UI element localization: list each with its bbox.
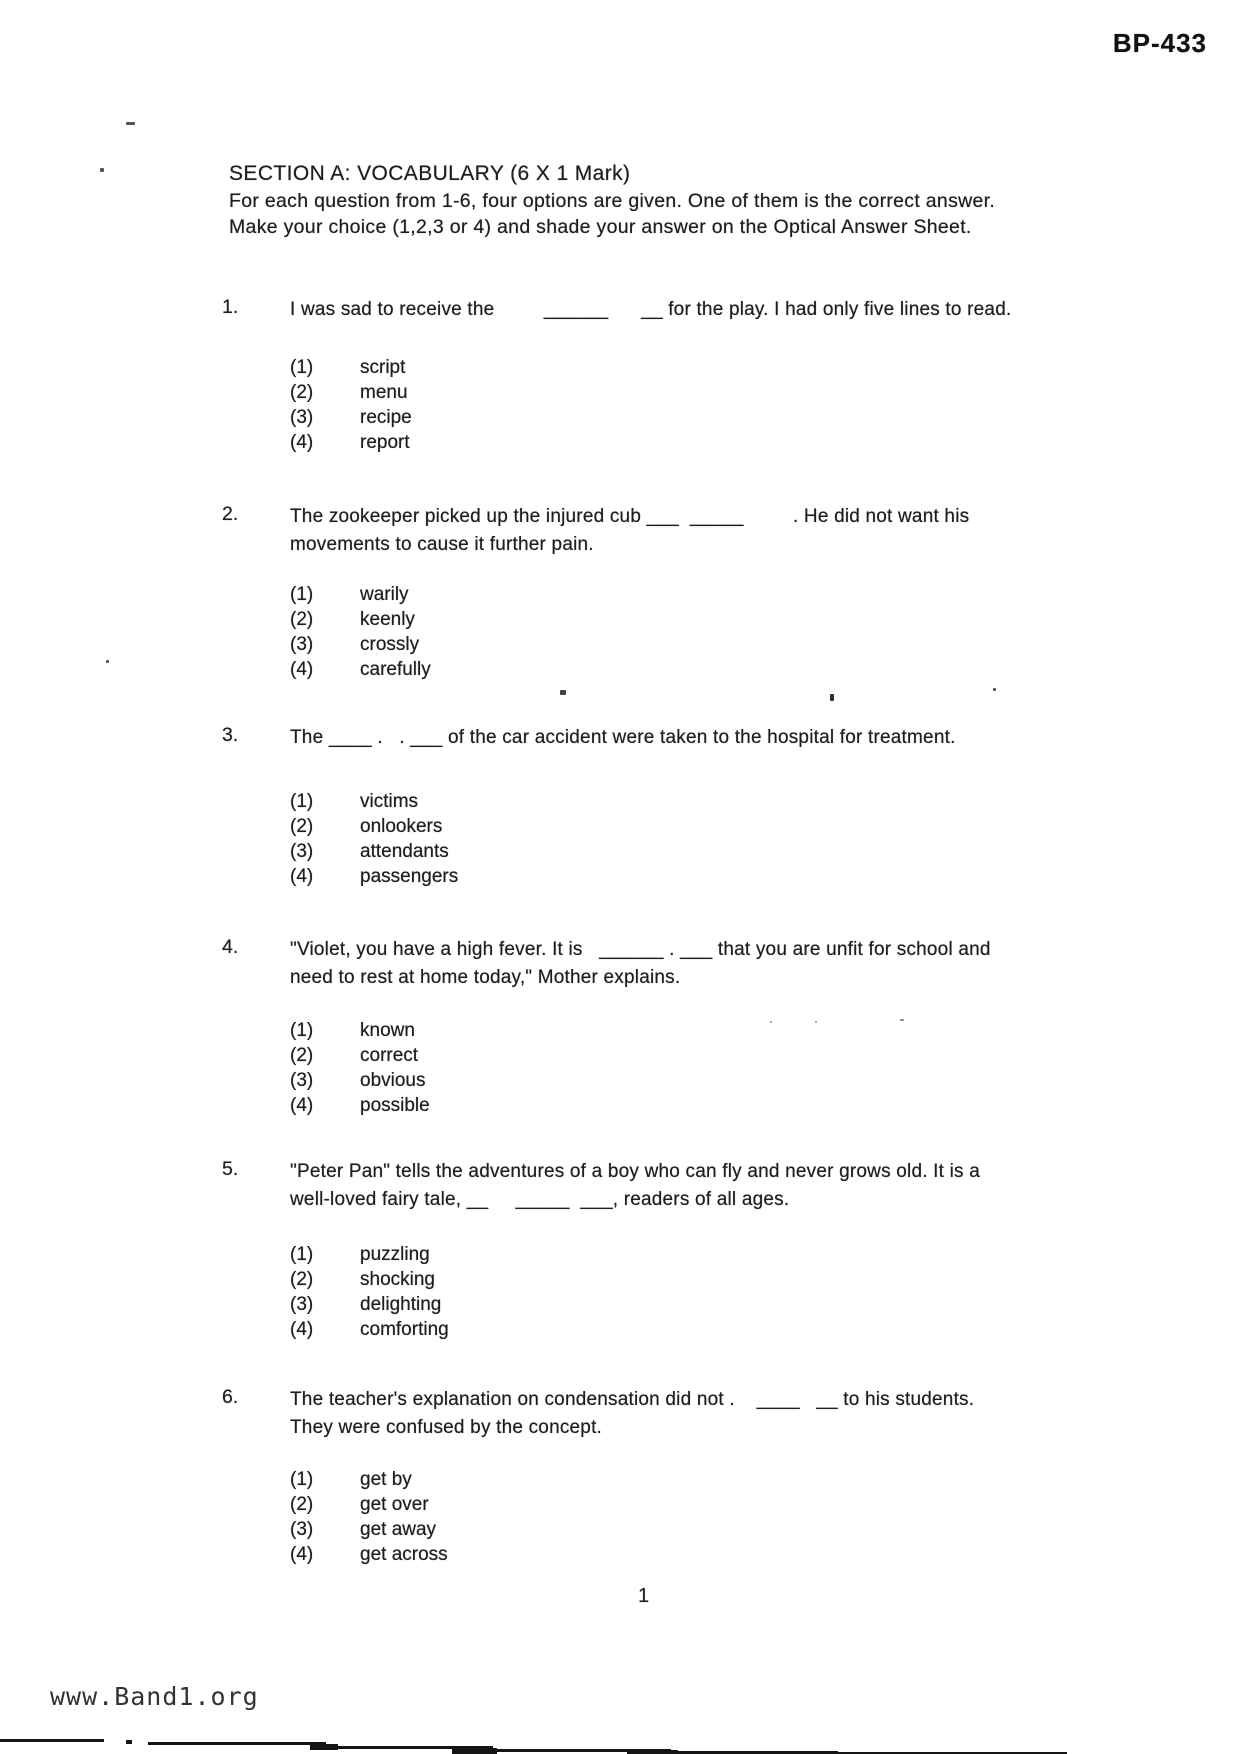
option-label: (1) [290, 791, 314, 812]
question-6 [222, 1386, 1142, 1567]
option-text: keenly [360, 609, 415, 630]
option-label: (4) [290, 659, 314, 680]
option [290, 1542, 1142, 1567]
instruction-line-2: Make your choice (1,2,3 or 4) and shade your answer on the Optical Answer Sheet. [229, 216, 972, 238]
option-label: (4) [290, 866, 314, 887]
option [290, 814, 1142, 839]
option-label: (3) [290, 841, 314, 862]
option-label: (4) [290, 1319, 314, 1340]
option-label: (2) [290, 382, 314, 403]
option [290, 607, 1142, 632]
option [290, 864, 1142, 889]
option [290, 1517, 1142, 1542]
option-text: get by [360, 1469, 412, 1490]
option-label: (2) [290, 1045, 314, 1066]
instruction-line-1: For each question from 1-6, four options are given. One of them is the correct answer. [229, 190, 996, 212]
scan-speck [100, 168, 104, 172]
question-text-line: need to rest at home today," Mother explains. [290, 967, 681, 988]
question-number: 4. [222, 936, 239, 958]
option [290, 1267, 1142, 1292]
option [290, 1492, 1142, 1517]
question-text-line: "Violet, you have a high fever. It is ______ . ___ that you are unfit for school and [290, 939, 991, 960]
question-number: 1. [222, 296, 239, 318]
option-text: get across [360, 1544, 448, 1565]
option-text: attendants [360, 841, 449, 862]
option-label: (4) [290, 432, 314, 453]
option-text: correct [360, 1045, 419, 1066]
option-label: (2) [290, 816, 314, 837]
question-number: 6. [222, 1386, 239, 1408]
option [290, 355, 1142, 380]
option-label: (4) [290, 1544, 314, 1565]
question-3 [222, 724, 1142, 889]
option [290, 1093, 1142, 1118]
option [290, 1467, 1142, 1492]
option [290, 380, 1142, 405]
option-label: (3) [290, 1519, 314, 1540]
option [290, 1242, 1142, 1267]
option-text: recipe [360, 407, 412, 428]
option-text: known [360, 1020, 415, 1041]
question-text-line: movements to cause it further pain. [290, 534, 594, 555]
scan-speck [830, 694, 834, 701]
question-number: 3. [222, 724, 239, 746]
option [290, 1292, 1142, 1317]
option [290, 582, 1142, 607]
question-text-line: "Peter Pan" tells the adventures of a boy who can fly and never grows old. It is a [290, 1161, 980, 1182]
option-text: script [360, 357, 406, 378]
option-text: warily [360, 584, 409, 605]
option-label: (1) [290, 1020, 314, 1041]
option-label: (1) [290, 584, 314, 605]
scan-speck [126, 122, 135, 125]
question-text-line: The zookeeper picked up the injured cub ___ _____ . He did not want his [290, 506, 970, 527]
option-text: get away [360, 1519, 437, 1540]
option [290, 1317, 1142, 1342]
page-number: 1 [638, 1585, 650, 1607]
option-label: (3) [290, 1070, 314, 1091]
paper-code: BP-433 [1112, 28, 1207, 58]
question-text-line: The teacher's explanation on condensation did not . ____ __ to his students. [290, 1389, 975, 1410]
question-number: 5. [222, 1158, 239, 1180]
option-label: (2) [290, 609, 314, 630]
option [290, 1018, 1142, 1043]
scan-speck [106, 660, 109, 663]
option-text: crossly [360, 634, 420, 655]
question-text-line: I was sad to receive the ______ __ for the play. I had only five lines to read. [290, 299, 1012, 320]
option-text: menu [360, 382, 408, 403]
option-label: (1) [290, 357, 314, 378]
option-label: (1) [290, 1244, 314, 1265]
option [290, 657, 1142, 682]
option-text: puzzling [360, 1244, 430, 1265]
question-text-line: They were confused by the concept. [290, 1417, 603, 1438]
question-4 [222, 936, 1142, 1118]
option-text: victims [360, 791, 419, 812]
option-label: (2) [290, 1269, 314, 1290]
option-label: (3) [290, 407, 314, 428]
option [290, 839, 1142, 864]
section-title: SECTION A: VOCABULARY (6 X 1 Mark) [229, 162, 631, 185]
question-5 [222, 1158, 1142, 1342]
option [290, 789, 1142, 814]
option [290, 632, 1142, 657]
option-text: obvious [360, 1070, 426, 1091]
option [290, 1043, 1142, 1068]
option-label: (4) [290, 1095, 314, 1116]
question-1 [222, 296, 1142, 455]
option-text: comforting [360, 1319, 449, 1340]
option-text: shocking [360, 1269, 435, 1290]
option-text: onlookers [360, 816, 443, 837]
option [290, 1068, 1142, 1093]
question-number: 2. [222, 503, 239, 525]
option-label: (3) [290, 634, 314, 655]
option-text: report [360, 432, 410, 453]
question-text-line: The ____ . . ___ of the car accident were taken to the hospital for treatment. [290, 727, 956, 748]
question-text-line: well-loved fairy tale, __ _____ ___, readers of all ages. [290, 1189, 790, 1210]
section-header [229, 160, 1109, 240]
option [290, 430, 1142, 455]
option-text: get over [360, 1494, 429, 1515]
watermark-url: www.Band1.org [50, 1682, 259, 1711]
option-text: passengers [360, 866, 459, 887]
option-text: possible [360, 1095, 430, 1116]
option [290, 405, 1142, 430]
scan-speck [560, 690, 566, 695]
option-label: (1) [290, 1469, 314, 1490]
option-text: delighting [360, 1294, 442, 1315]
scan-speck [993, 688, 996, 691]
option-label: (3) [290, 1294, 314, 1315]
option-label: (2) [290, 1494, 314, 1515]
option-text: carefully [360, 659, 431, 680]
question-2 [222, 503, 1142, 682]
